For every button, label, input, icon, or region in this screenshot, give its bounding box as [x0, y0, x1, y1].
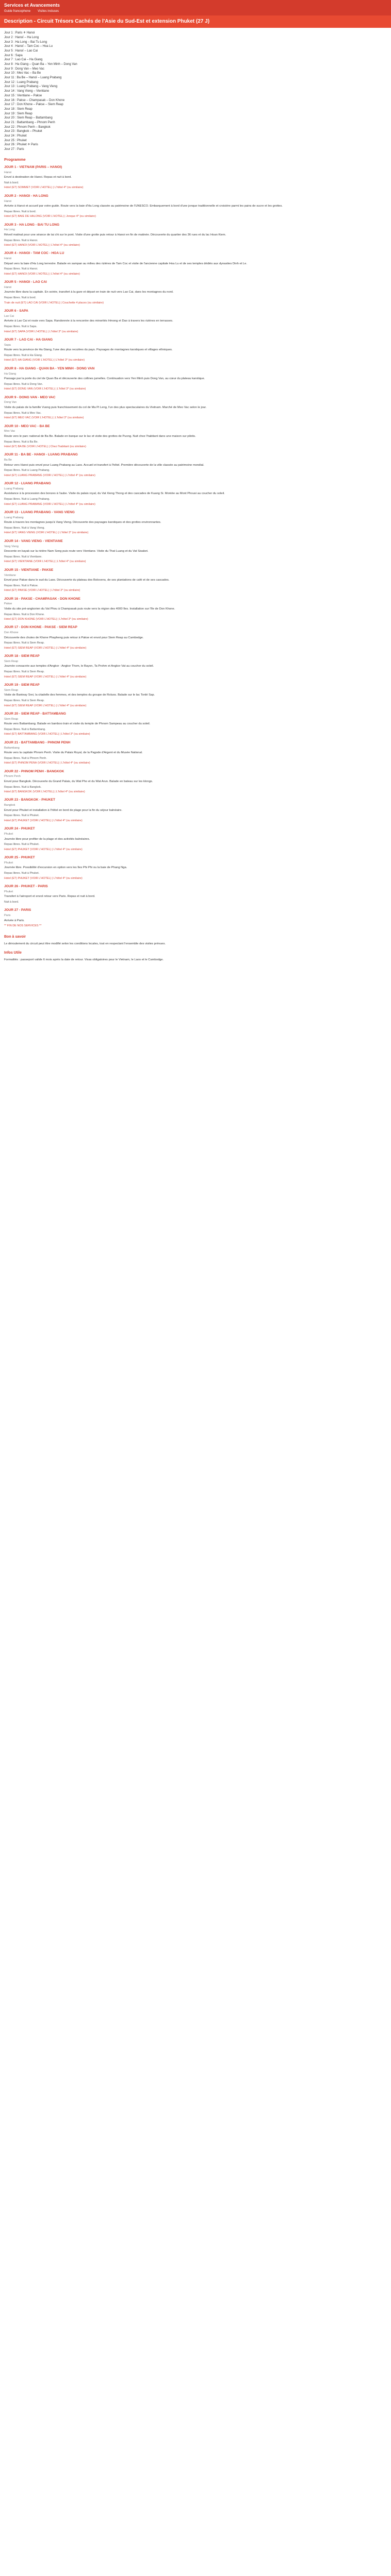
- day-meals: Repas libres. Nuit à Siem Reap.: [4, 641, 45, 645]
- day-title: JOUR 8 - HA GIANG - QUAN BA - YEN MINH - DONG VAN: [4, 366, 95, 370]
- day-block: [4, 338, 387, 363]
- day-location: Siem Reap: [4, 717, 19, 721]
- visits-label: Visites incluses: [38, 10, 59, 13]
- day-block: [4, 597, 387, 622]
- day-location: Vientiane: [4, 573, 16, 577]
- day-title: JOUR 18 - SIEM REAP: [4, 654, 40, 658]
- day-hotel-link[interactable]: Train de nuit (ET) LAO CAI (VOIR L'HOTEL) | Couchette 4 places (ou similaire): [4, 301, 104, 304]
- day-description: Route vers le parc national de Ba Be. Balade en barque sur le lac et visite des grottes de Puong. Nuit chez l'habitant dans une maison sur pilotis.: [4, 434, 196, 438]
- day-location: Siem Reap: [4, 688, 19, 692]
- footer-heading-2: Infos Utile: [4, 951, 22, 955]
- day-location: Don Khone: [4, 631, 19, 635]
- day-meals: Repas libres. Nuit à Hanoi.: [4, 239, 38, 242]
- day-location: Paris: [4, 914, 11, 918]
- day-description: Assistance à la procession des bonzes à l'aube. Visite du palais royal, du Vat Xieng Thong et des cascades de Kuang Si. Montée au Mont Phousi au coucher du soleil.: [4, 492, 225, 496]
- itinerary-item: Jour 2 : Hanoï – Ha Long: [4, 36, 39, 39]
- day-title: JOUR 10 - MEO VAC - BA BE: [4, 424, 50, 428]
- day-description: Journée libre. Possibilité d'excursion en option vers les îles Phi Phi ou la baie de Phang Nga.: [4, 866, 127, 870]
- day-title: JOUR 12 - LUANG PRABANG: [4, 482, 51, 486]
- day-meals: Nuit à bord.: [4, 181, 19, 184]
- day-meals: Repas libres. Nuit à Siem Reap.: [4, 699, 45, 703]
- itinerary-item: Jour 17 : Don Khone – Pakse – Siem Reap: [4, 103, 63, 107]
- day-description: Réveil matinal pour une séance de tai chi sur le pont. Visite d'une grotte puis retour à Hanoi en fin de matinée. Découverte du quartier des 36 rues et du lac Hoan Kiem.: [4, 233, 226, 236]
- day-location: Phnom Penh: [4, 775, 21, 778]
- day-description: Route vers Battambang. Balade en bamboo train et visite du temple de Phnom Sampeau au coucher du soleil.: [4, 722, 151, 726]
- guide-label: Guide francophone: [4, 10, 31, 13]
- day-meals: Repas libres. Nuit à Ha Giang.: [4, 353, 43, 357]
- day-block: [4, 367, 387, 392]
- day-block: [4, 511, 387, 535]
- day-meals: Repas libres. Nuit à Siem Reap.: [4, 670, 45, 674]
- day-block: [4, 425, 387, 449]
- itinerary-item: Jour 18 : Siem Reap: [4, 107, 32, 111]
- day-hotel-link[interactable]: Hotel (ET) SAPA (VOIR L'HOTEL) | L'hôtel 3* (ou similaire): [4, 330, 78, 333]
- day-location: Battambang: [4, 746, 20, 750]
- day-block: [4, 683, 387, 708]
- day-description: Arrivée à Paris.: [4, 919, 25, 922]
- day-location: Siem Reap: [4, 660, 19, 664]
- day-hotel-link[interactable]: Hotel (ET) LUANG PRABANG (VOIR L'HOTEL) | L'hôtel 4* (ou similaire): [4, 502, 95, 506]
- day-meals: Repas libres. Nuit à Hanoi.: [4, 267, 38, 271]
- itinerary-item: Jour 14 : Vang Vieng – Vientiane: [4, 90, 50, 93]
- day-block: [4, 856, 387, 880]
- day-block: [4, 251, 387, 276]
- page-title: Description - Circuit Trésors Cachés de l'Asie du Sud-Est et extension Phuket (27 J): [0, 15, 391, 28]
- day-title: JOUR 1 - VIETNAM (PARIS – HANOI): [4, 165, 62, 169]
- day-meals: Repas libres. Nuit à bord.: [4, 296, 37, 300]
- day-hotel-link[interactable]: Hotel (ET) PHUKET (VOIR L'HOTEL) | L'hôtel 4* (ou similaire): [4, 848, 83, 851]
- day-meals: Repas libres. Nuit à Vientiane.: [4, 555, 42, 558]
- itinerary-item: Jour 4 : Hanoï – Tam Coc – Hoa Lu: [4, 45, 53, 48]
- itinerary-item: Jour 20 : Siem Reap – Battambang: [4, 116, 53, 120]
- day-description: Transfert à l'aéroport et envol retour vers Paris. Repas et nuit à bord.: [4, 895, 95, 899]
- day-location: Luang Prabang: [4, 487, 24, 490]
- day-block: [4, 770, 387, 794]
- day-location: Ha Long: [4, 228, 15, 232]
- day-hotel-link[interactable]: Hotel (ET) HANOI (VOIR L'HOTEL) | L'hôtel 4* (ou similaire): [4, 272, 80, 276]
- day-meals: Repas libres. Nuit à Battambang.: [4, 727, 46, 731]
- day-meals: Repas libres. Nuit à Phuket.: [4, 814, 40, 818]
- day-hotel-link[interactable]: Hotel (ET) MEO VAC (VOIR L'HOTEL) | L'hôtel 3* (ou similaire): [4, 416, 84, 420]
- day-title: JOUR 16 - PAKSE - CHAMPASAK - DON KHONE: [4, 597, 80, 601]
- day-description: Journée consacrée aux temples d'Angkor : Angkor Thom, le Bayon, Ta Prohm et Angkor Vat au coucher du soleil.: [4, 665, 154, 668]
- day-location: Phuket: [4, 890, 13, 893]
- day-hotel-link[interactable]: ** FIN DE NOS SERVICES **: [4, 924, 42, 928]
- itinerary-item: Jour 23 : Bangkok – Phuket: [4, 130, 42, 133]
- day-block: [4, 568, 387, 593]
- day-location: Phuket: [4, 861, 13, 865]
- day-description: Passage par la porte du ciel de Quan Ba et découverte des collines jumelles. Continuation vers Yen Minh puis Dong Van, au cœur du plateau karstique.: [4, 377, 205, 381]
- day-block: [4, 625, 387, 650]
- day-description: Journée libre pour profiter de la plage et des activités balnéaires.: [4, 837, 90, 841]
- day-title: JOUR 27 - PARIS: [4, 908, 31, 912]
- day-location: Hanoi: [4, 257, 12, 261]
- day-location: Hanoi: [4, 286, 12, 290]
- day-block: [4, 309, 387, 334]
- day-hotel-link[interactable]: Hotel (ET) DONG VAN (VOIR L'HOTEL) | L'hôtel 3* (ou similaire): [4, 387, 86, 391]
- day-hotel-link[interactable]: Hotel (ET) SIEM REAP (VOIR L'HOTEL) | L'hôtel 4* (ou similaire): [4, 704, 87, 707]
- day-description: Envol pour Bangkok. Découverte du Grand Palais, du Wat Pho et du Wat Arun. Balade en bateau sur les klongs.: [4, 779, 153, 783]
- itinerary-item: Jour 19 : Siem Reap: [4, 112, 32, 115]
- day-title: JOUR 7 - LAO CAI - HA GIANG: [4, 337, 53, 342]
- day-hotel-link[interactable]: Hotel (ET) SOMMET (VOIR L'HOTEL) | L'hôtel 4* (ou similaire): [4, 186, 84, 190]
- day-hotel-link[interactable]: Hotel (ET) PHUKET (VOIR L'HOTEL) | L'hôtel 4* (ou similaire): [4, 819, 83, 822]
- day-title: JOUR 9 - DONG VAN - MEO VAC: [4, 395, 56, 399]
- day-description: Journée libre dans la capitale. En soirée, transfert à la gare et départ en train de nuit vers Lao Cai, dans les montagnes du nord.: [4, 291, 174, 294]
- day-hotel-link[interactable]: Hotel (ET) BANGKOK (VOIR L'HOTEL) | L'hôtel 4* (ou similaire): [4, 790, 85, 794]
- itinerary-item: Jour 13 : Luang Prabang – Vang Vieng: [4, 85, 58, 89]
- day-meals: Repas libres. Nuit à Meo Vac.: [4, 411, 42, 415]
- day-location: Hanoi: [4, 199, 12, 203]
- day-description: Départ vers la baie d'Ha Long terrestre. Balade en sampan au milieu des rizières de Tam Coc et visite de l'ancienne capitale Hoa Lu et de ses temples dédiés aux dynasties Dinh et Le.: [4, 262, 247, 265]
- itinerary-item: Jour 1 : Paris ✈ Hanoi: [4, 31, 35, 35]
- day-meals: Nuit à bord.: [4, 901, 19, 904]
- day-hotel-link[interactable]: Hotel (ET) PHNOM PENH (VOIR L'HOTEL) | L'hôtel 4* (ou similaire): [4, 761, 90, 765]
- day-block: [4, 539, 387, 564]
- day-location: Pakse: [4, 602, 12, 606]
- day-description: Découverte des chutes de Khone Phapheng puis retour à Pakse et envol pour Siem Reap au Cambodge.: [4, 636, 144, 639]
- day-block: [4, 798, 387, 823]
- footer-text-2: Formalités : passeport valide 6 mois après la date de retour. Visas obligatoires pour le Vietnam, le Laos et le Cambodge.: [4, 958, 164, 962]
- day-title: JOUR 3 - HA LONG - BAI TU LONG: [4, 223, 60, 227]
- day-description: Envol pour Pakse dans le sud du Laos. Découverte du plateau des Bolovens, de ses plantations de café et de ses cascades.: [4, 578, 170, 582]
- header-top: Services et Avancements: [4, 3, 60, 8]
- footer-text: Le déroulement du circuit peut être modifié selon les conditions locales, tout en respectant l'ensemble des visites prévues.: [4, 942, 166, 946]
- day-location: Meo Vac: [4, 430, 15, 433]
- itinerary-item: Jour 6 : Sapa: [4, 54, 23, 57]
- itinerary-item: Jour 3 : Ha Long – Bai Tu Long: [4, 40, 47, 44]
- day-block: [4, 482, 387, 506]
- day-block: [4, 827, 387, 852]
- day-block: [4, 223, 387, 248]
- day-block: [4, 453, 387, 478]
- day-description: Descente en kayak sur la rivière Nam Song puis route vers Vientiane. Visite du That Luang et du Vat Sisaket.: [4, 550, 149, 553]
- day-title: JOUR 6 - SAPA: [4, 309, 28, 313]
- itinerary-item: Jour 7 : Lao Cai – Ha Giang: [4, 58, 43, 62]
- day-location: Ba Be: [4, 459, 12, 462]
- day-hotel-link[interactable]: Hotel (ET) HA GIANG (VOIR L'HOTEL) | L'hôtel 3* (ou similaire): [4, 359, 85, 362]
- day-meals: Repas libres. Nuit à bord.: [4, 210, 37, 213]
- day-block: [4, 712, 387, 737]
- itinerary-item: Jour 24 : Phuket: [4, 134, 27, 138]
- day-block: [4, 908, 387, 928]
- itinerary-item: Jour 9 : Dong Van – Meo Vac: [4, 67, 44, 71]
- day-title: JOUR 17 - DON KHONE - PAKSE - SIEM REAP: [4, 625, 77, 630]
- day-hotel-link[interactable]: Hotel (ET) BAIE DE HALONG (VOIR L'HOTEL) | Jonque 4* (ou similaire): [4, 215, 96, 218]
- footer-note: [4, 935, 387, 962]
- day-hotel-link[interactable]: Hotel (ET) DON KHONE (VOIR L'HOTEL) | L'hôtel 3* (ou similaire): [4, 618, 88, 621]
- itinerary-item: Jour 15 : Vientiane – Pakse: [4, 94, 42, 97]
- day-block: [4, 741, 387, 766]
- day-location: Hanoi: [4, 171, 12, 174]
- day-title: JOUR 25 - PHUKET: [4, 856, 35, 860]
- day-title: JOUR 21 - BATTAMBANG - PHNOM PENH: [4, 740, 71, 744]
- day-meals: Repas libres. Nuit à Luang Prabang.: [4, 498, 50, 501]
- day-block: [4, 280, 387, 305]
- day-block: [4, 165, 387, 190]
- day-meals: Repas libres. Nuit à Don Khone.: [4, 613, 45, 616]
- day-location: Dong Van: [4, 401, 17, 404]
- day-title: JOUR 4 - HANOI - TAM COC - HOA LU: [4, 251, 64, 256]
- itinerary-item: Jour 27 : Paris: [4, 148, 24, 151]
- itinerary-list: [4, 31, 387, 152]
- day-meals: Repas libres. Nuit à Sapa.: [4, 325, 37, 329]
- itinerary-item: Jour 12 : Luang Prabang: [4, 80, 39, 84]
- itinerary-item: Jour 22 : Phnom Penh – Bangkok: [4, 125, 51, 129]
- itinerary-item: Jour 21 : Battambang – Phnom Penh: [4, 121, 55, 124]
- day-title: JOUR 20 - SIEM REAP - BATTAMBANG: [4, 711, 66, 716]
- day-hotel-link[interactable]: Hotel (ET) PAKSE (VOIR L'HOTEL) | L'hôtel 3* (ou similaire): [4, 589, 80, 592]
- day-hotel-link[interactable]: Hotel (ET) BA BE (VOIR L'HOTEL) | Chez l'habitant (ou similaire): [4, 445, 86, 448]
- programme-title: Programme: [4, 157, 26, 162]
- day-hotel-link[interactable]: Hotel (ET) PHUKET (VOIR L'HOTEL) | L'hôtel 4* (ou similaire): [4, 876, 83, 880]
- day-title: JOUR 2 - HANOI - HA LONG: [4, 194, 48, 198]
- day-meals: Repas libres. Nuit à Phnom Penh.: [4, 756, 47, 760]
- itinerary-item: Jour 10 : Meo Vac – Ba Be: [4, 72, 41, 75]
- day-description: Envol à destination de Hanoi. Repas et nuit à bord.: [4, 176, 72, 179]
- day-title: JOUR 15 - VIENTIANE - PAKSE: [4, 568, 54, 572]
- itinerary-item: Jour 5 : Hanoï – Lao Cai: [4, 49, 38, 53]
- day-description: Visite du site pré-angkorien du Vat Phou à Champasak puis route vers la région des 4000 îles. Installation sur l'île de Don Khone.: [4, 607, 175, 611]
- day-meals: Repas libres. Nuit à Phuket.: [4, 872, 40, 875]
- day-title: JOUR 22 - PHNOM PENH - BANGKOK: [4, 769, 64, 773]
- day-meals: Repas libres. Nuit à Pakse.: [4, 584, 39, 587]
- days-list: [4, 165, 387, 928]
- itinerary-item: Jour 26 : Phuket ✈ Paris: [4, 143, 38, 147]
- itinerary-item: Jour 11 : Ba Be – Hanoï – Luang Prabang: [4, 76, 62, 80]
- day-location: Phuket: [4, 833, 13, 836]
- header-band: [0, 0, 391, 15]
- day-meals: Repas libres. Nuit à Vang Vieng.: [4, 527, 45, 530]
- content: [0, 28, 391, 969]
- day-location: Luang Prabang: [4, 516, 24, 519]
- day-block: [4, 885, 387, 904]
- day-title: JOUR 24 - PHUKET: [4, 827, 35, 831]
- day-title: JOUR 26 - PHUKET - PARIS: [4, 885, 48, 889]
- day-hotel-link[interactable]: Hotel (ET) LUANG PRABANG (VOIR L'HOTEL) | L'hôtel 4* (ou similaire): [4, 473, 95, 477]
- day-location: Lao Cai: [4, 314, 14, 318]
- itinerary-item: Jour 25 : Phuket: [4, 139, 27, 142]
- itinerary-item: Jour 16 : Pakse – Champasak – Don Khone: [4, 98, 65, 102]
- day-hotel-link[interactable]: Hotel (ET) SIEM REAP (VOIR L'HOTEL) | L'hôtel 4* (ou similaire): [4, 675, 87, 679]
- footer-heading: Bon à savoir: [4, 935, 26, 939]
- day-location: Sapa: [4, 343, 11, 347]
- day-title: JOUR 14 - VANG VIENG - VIENTIANE: [4, 539, 63, 543]
- day-description: Arrivée à Lao Cai et route vers Sapa. Randonnée à la rencontre des minorités Hmong et Dao à travers les rizières en terrasses.: [4, 319, 173, 323]
- day-description: Route à travers les montagnes jusqu'à Vang Vieng. Découverte des paysages karstiques et des grottes environnantes.: [4, 521, 161, 524]
- day-title: JOUR 13 - LUANG PRABANG - VANG VIENG: [4, 511, 75, 515]
- day-hotel-link[interactable]: Hotel (ET) BATTAMBANG (VOIR L'HOTEL) | L'hôtel 3* (ou similaire): [4, 733, 90, 736]
- day-location: Ha Giang: [4, 372, 17, 376]
- day-meals: Repas libres. Nuit à Ba Be.: [4, 440, 39, 444]
- day-hotel-link[interactable]: Hotel (ET) SIEM REAP (VOIR L'HOTEL) | L'hôtel 4* (ou similaire): [4, 646, 87, 650]
- day-title: JOUR 5 - HANOI - LAO CAI: [4, 280, 47, 284]
- day-hotel-link[interactable]: Hotel (ET) HANOI (VOIR L'HOTEL) | L'hôtel 4* (ou similaire): [4, 244, 80, 247]
- day-location: Vang Vieng: [4, 545, 19, 548]
- day-title: JOUR 11 - BA BE - HANOI - LUANG PRABANG: [4, 453, 78, 457]
- day-meals: Repas libres. Nuit à Dong Van.: [4, 382, 43, 386]
- day-title: JOUR 23 - BANGKOK - PHUKET: [4, 798, 55, 802]
- day-hotel-link[interactable]: Hotel (ET) VIENTIANE (VOIR L'HOTEL) | L'hôtel 4* (ou similaire): [4, 560, 86, 564]
- day-title: JOUR 19 - SIEM REAP: [4, 683, 40, 687]
- day-hotel-link[interactable]: Hotel (ET) VANG VIENG (VOIR L'HOTEL) | L'hôtel 3* (ou similaire): [4, 531, 89, 535]
- day-location: Bangkok: [4, 804, 15, 807]
- day-description: Arrivée à Hanoi et accueil par votre guide. Route vers la baie d'Ha Long classée au patrimoine de l'UNESCO. Embarquement à bord d'une jonque traditionnelle et croisière parmi les pains de sucre et les grottes.: [4, 204, 283, 208]
- day-description: Visite du palais de la famille Vuong puis franchissement du col de Ma Pi Leng, l'un des plus spectaculaires du Vietnam. Marché de Meo Vac selon le jour.: [4, 405, 207, 409]
- day-description: Envol pour Phuket et installation à l'hôtel en bord de plage pour la fin du séjour balnéaire.: [4, 808, 122, 812]
- day-block: [4, 396, 387, 420]
- day-description: Retour vers Hanoi puis envol pour Luang Prabang au Laos. Accueil et transfert à l'hôtel. Première découverte de la ville classée au patrimoine mondial.: [4, 463, 204, 467]
- day-meals: Repas libres. Nuit à Luang Prabang.: [4, 469, 50, 472]
- day-description: Route vers la province de Ha Giang, l'une des plus reculées du pays. Paysages de montagnes karstiques et villages ethniques.: [4, 348, 173, 352]
- day-meals: Repas libres. Nuit à Phuket.: [4, 843, 40, 846]
- day-block: [4, 654, 387, 679]
- day-description: Route vers la capitale Phnom Penh. Visite du Palais Royal, de la Pagode d'Argent et du Musée National.: [4, 751, 143, 754]
- day-meals: Repas libres. Nuit à Bangkok.: [4, 785, 42, 789]
- day-block: [4, 194, 387, 219]
- day-description: Visite de Banteay Srei, la citadelle des femmes, et des temples du groupe de Roluos. Balade sur le lac Tonlé Sap.: [4, 693, 155, 697]
- itinerary-item: Jour 8 : Ha Giang – Quan Ba – Yen Minh – Dong Van: [4, 63, 77, 66]
